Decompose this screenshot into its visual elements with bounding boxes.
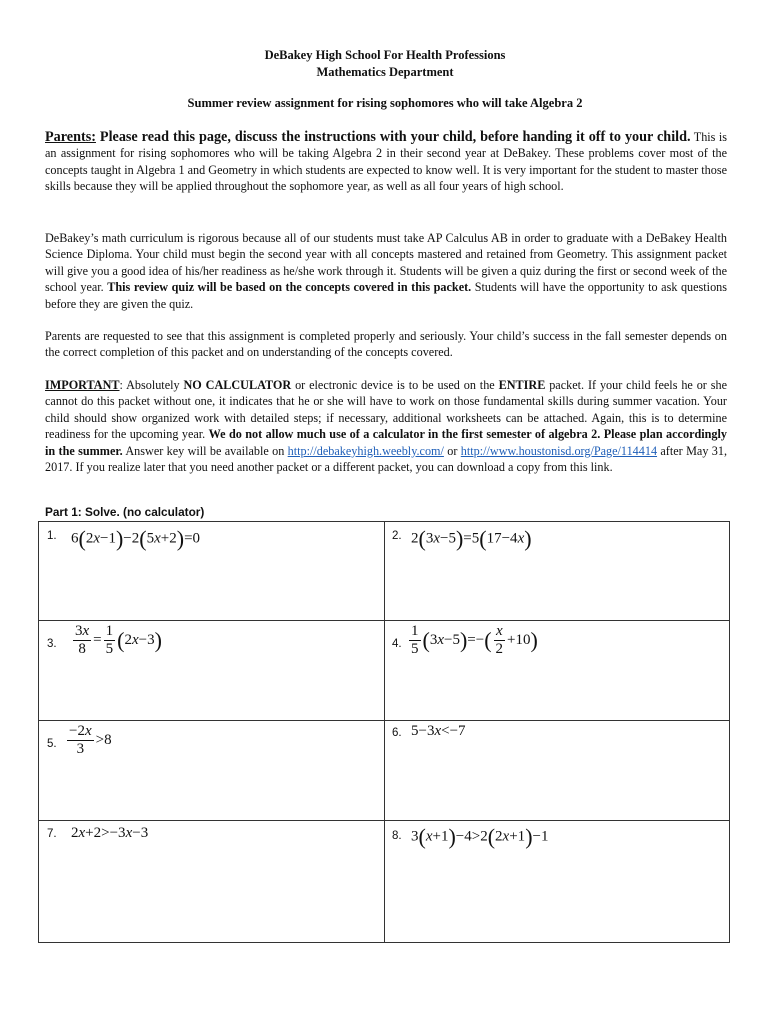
problem-8-expression: 3(x+1)−4>2(2x+1)−1 [411,824,549,849]
part1-title: Part 1: Solve. (no calculator) [45,505,205,519]
grid-divider-row-1 [39,620,729,621]
problem-4-expression: $\frac{1}{5}$ (3x−5)=−( $\frac{x}{2}$ +10) [411,623,538,657]
parents-paragraph [45,129,727,195]
entire-text: ENTIRE [498,378,546,392]
parents-heading: Please read this page, discuss the instructions with your child, before handing it off to your child. [95,129,691,145]
problem-2-number: 2. [392,530,402,542]
grid-divider-row-3 [39,820,729,821]
curriculum-bold: This review quiz will be based on the concepts covered in this packet. [107,280,472,295]
problem-7-number: 7. [47,828,57,840]
problem-7-expression: 2x+2>−3x−3 [71,825,149,841]
school-name: DeBakey High School For Health Professions [264,48,506,62]
problem-5-number: 5. [47,738,57,750]
important-text-6: or [443,443,461,458]
grid-divider-vertical [384,522,385,942]
problem-3-number: 3. [47,638,57,650]
important-paragraph [45,377,727,475]
problem-1-expression: 6(2x−1)−2(5x+2)=0 [71,526,201,551]
important-text-5: Answer key will be available on [122,443,288,458]
important-label: IMPORTANT [45,378,120,392]
problem-6-number: 6. [392,727,402,739]
parents-label: Parents: [45,129,96,145]
curriculum-tail: Students will have the opportunity to ask questions before they are given the quiz. [45,280,728,311]
problem-1-number: 1. [47,530,57,542]
important-text-4: . If your child feels he or she cannot do this packet without one, it indicates that he or she will have to work on those fundamental skills during summer vacation. Your child should show organized work with detailed steps; if necessary, additional worksheets can be attached. Again, this is to determine readiness for the upcoming year. [45,378,727,442]
problem-8-number: 8. [392,830,402,842]
important-text-7: after May 31, 2017. If you realize later that you need another packet or a different packet, you can download a copy from this link. [45,443,728,475]
problem-2-expression: 2(3x−5)=5(17−4x) [411,526,532,551]
assignment-title: Summer review assignment for rising sophomores who will take Algebra 2 [187,96,583,110]
important-text-3: packet [545,378,582,392]
parents-body: This is an assignment for rising sophomores who will be taking Algebra 2 in their second year at DeBakey. These problems cover most of the concepts taught in Algebra 1 and Geometry in which students are expected to know well. It is very important for the student to master those skills because they will be applied throughout the sophomore year, as well as all four years of high school. [45,130,727,194]
department-name: Mathematics Department [316,65,454,79]
grid-divider-row-2 [39,720,729,721]
problem-6-expression: 5−3x<−7 [411,723,466,739]
important-text-1: : Absolutely [119,378,184,392]
no-calculator-text: NO CALCULATOR [183,378,292,392]
problem-3-expression: $\frac{3x}{8}$ = $\frac{1}{5}$ (2x−3) [75,623,162,657]
curriculum-text: DeBakey’s math curriculum is rigorous because all of our students must take AP Calculus AB in order to graduate with a DeBakey Health Science Diploma. Your child must begin the second year with all concepts mastered and retained from Geometry. This assignment packet will give you a good idea of his/her readiness as he/she work through it. Students will be given a quiz during the first or second week of the school year. [45,231,727,295]
curriculum-paragraph [45,230,727,312]
problem-4-number: 4. [392,638,402,650]
problems-grid [38,521,730,943]
important-text-2: or electronic device is to be used on the [291,378,499,392]
calculator-policy-text: We do not allow much use of a calculator in the first semester of algebra 2. Please plan accordingly in the summer. [45,427,727,458]
parents-request-paragraph: Parents are requested to see that this assignment is completed properly and seriously. Your child’s success in the fall semester depends on the correct completion of this packet and on understanding of the concepts covered. [45,329,727,360]
weebly-link[interactable]: http://debakeyhigh.weebly.com/ [287,443,444,458]
houstonisd-link[interactable]: http://www.houstonisd.org/Page/114414 [460,443,658,458]
problem-5-expression: $\frac{-2x}{3}$ >8 [69,723,112,757]
